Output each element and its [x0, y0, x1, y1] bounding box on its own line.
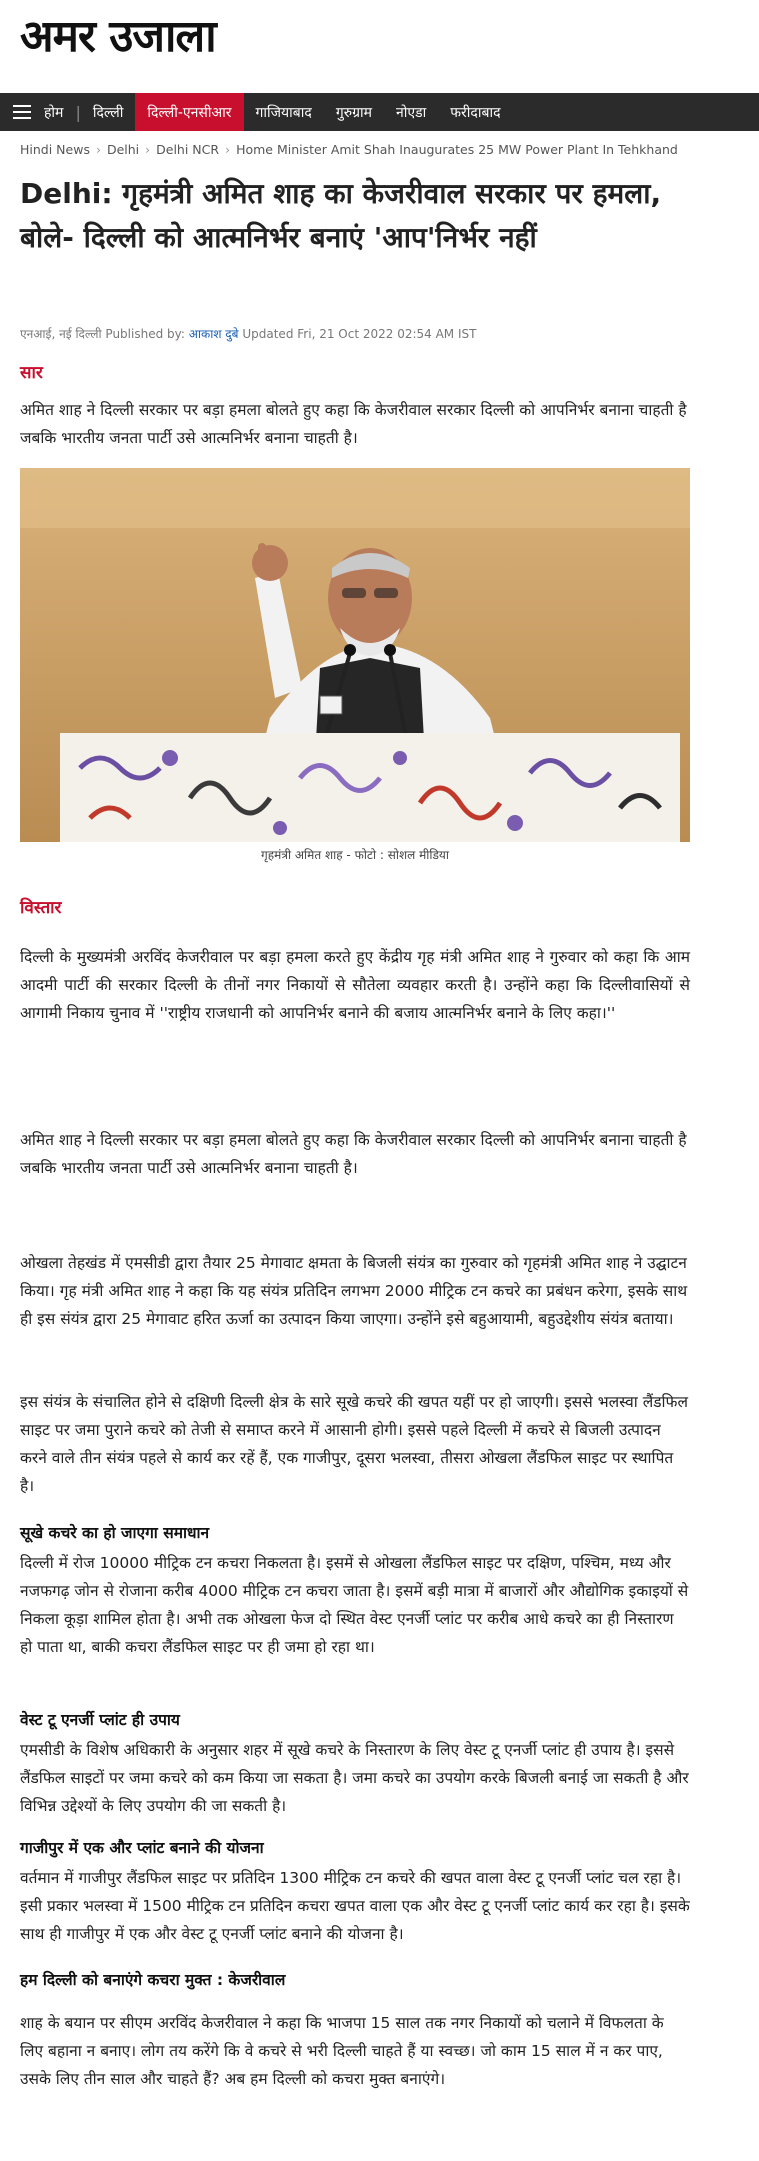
main-navbar: [0, 93, 759, 131]
article-meta: [20, 325, 476, 342]
masthead: [0, 0, 759, 88]
nav-item-ghaziabad[interactable]: गाजियाबाद: [255, 104, 312, 121]
breadcrumb-separator: ›: [225, 142, 231, 157]
meta-updated-time: Fri, 21 Oct 2022 02:54 AM IST: [297, 327, 477, 341]
breadcrumb-separator: ›: [145, 142, 151, 157]
article-headline: Delhi: गृहमंत्री अमित शाह का केजरीवाल सरकार पर हमला, बोले- दिल्ली को आत्मनिर्भर बनाएं 'आप'निर्भर नहीं: [20, 177, 662, 254]
summary-text: अमित शाह ने दिल्ली सरकार पर बड़ा हमला बोलते हुए कहा कि केजरीवाल सरकार दिल्ली को आपनिर्भर बनाना चाहती है जबकि भारतीय जनता पार्टी उसे आत्मनिर्भर बनाना चाहती है।: [20, 401, 687, 447]
nav-item-delhi-ncr[interactable]: दिल्ली-एनसीआर: [135, 93, 243, 131]
nav-item-gurugram[interactable]: गुरुग्राम: [335, 104, 372, 121]
article-subheading: सूखे कचरे का हो जाएगा समाधान: [20, 1524, 210, 1542]
breadcrumb-current: Home Minister Amit Shah Inaugurates 25 MW Power Plant In Tehkhand: [236, 142, 678, 157]
article-paragraph: वर्तमान में गाजीपुर लैंडफिल साइट पर प्रतिदिन 1300 मीट्रिक टन कचरे की खपत वाला वेस्ट टू एनर्जी प्लांट चल रहा है। इसी प्रकार भलस्वा में 1500 मीट्रिक टन प्रतिदिन कचरा खपत वाला एक और वेस्ट टू एनर्जी प्लांट कार्य कर रहा है। इसके साथ ही गाजीपुर में एक और वेस्ट टू एनर्जी प्लांट बनाने की योजना है।: [20, 1869, 690, 1943]
nav-separator: |: [75, 102, 81, 122]
meta-published-by-label: Published by:: [105, 327, 185, 341]
breadcrumb-item[interactable]: Delhi NCR: [156, 142, 220, 157]
article-paragraph: अमित शाह ने दिल्ली सरकार पर बड़ा हमला बोलते हुए कहा कि केजरीवाल सरकार दिल्ली को आपनिर्भर बनाना चाहती है जबकि भारतीय जनता पार्टी उसे आत्मनिर्भर बनाना चाहती है।: [20, 1131, 687, 1177]
article-paragraph: शाह के बयान पर सीएम अरविंद केजरीवाल ने कहा कि भाजपा 15 साल तक नगर निकायों को चलाने में विफलता के लिए बहाना न बनाए। लोग तय करेंगे कि वे कचरे से भरी दिल्ली चाहते हैं या स्वच्छ। जो काम 15 साल में न कर पाए, उसके लिए तीन साल और चाहते हैं? अब हम दिल्ली को कचरा मुक्त बनाएंगे।: [20, 2014, 664, 2088]
summary-label: सार: [20, 363, 43, 383]
image-caption: गृहमंत्री अमित शाह - फोटो : सोशल मीडिया: [261, 848, 449, 862]
article-subheading: हम दिल्ली को बनाएंगे कचरा मुक्त : केजरीवाल: [20, 1971, 286, 1989]
meta-updated-label: Updated: [242, 327, 294, 341]
nav-item-faridabad[interactable]: फरीदाबाद: [450, 104, 501, 121]
breadcrumb-item[interactable]: Delhi: [106, 142, 140, 157]
breadcrumb-item[interactable]: Hindi News: [20, 142, 90, 157]
hamburger-icon[interactable]: [0, 93, 44, 131]
nav-item-delhi[interactable]: दिल्ली: [92, 104, 124, 121]
meta-author-link[interactable]: आकाश दुबे: [188, 327, 239, 341]
article-subheading: गाजीपुर में एक और प्लांट बनाने की योजना: [20, 1839, 264, 1857]
article-paragraph: दिल्ली के मुख्यमंत्री अरविंद केजरीवाल पर बड़ा हमला करते हुए केंद्रीय गृह मंत्री अमित शाह ने गुरुवार को कहा कि आम आदमी पार्टी की सरकार दिल्ली के तीनों नगर निकायों से सौतेला व्यवहार करती है। उन्होंने कहा कि दिल्लीवासियों से आगामी निकाय चुनाव में ''राष्ट्रीय राजधानी को आपनिर्भर बनाने की बजाय आत्मनिर्भर बनाने के लिए कहा।'': [20, 948, 690, 1022]
article-subheading: वेस्ट टू एनर्जी प्लांट ही उपाय: [20, 1711, 180, 1729]
breadcrumb-separator: ›: [95, 142, 101, 157]
site-logo[interactable]: अमर उजाला: [20, 11, 216, 62]
article-paragraph: ओखला तेहखंड में एमसीडी द्वारा तैयार 25 मेगावाट क्षमता के बिजली संयंत्र का गुरुवार को गृहमंत्री अमित शाह ने उद्घाटन किया। गृह मंत्री अमित शाह ने कहा कि यह संयंत्र प्रतिदिन लगभग 2000 मीट्रिक टन कचरे का प्रबंधन करेगा, इसके साथ ही इस संयंत्र द्वारा 25 मेगावाट हरित ऊर्जा का उत्पादन किया जाएगा। उन्होंने इसे बहुआयामी, बहुउद्देशीय संयंत्र बताया।: [20, 1254, 688, 1328]
amit-shah-speech-photo: [20, 468, 690, 842]
breadcrumb: [20, 142, 678, 157]
nav-item-noida[interactable]: नोएडा: [396, 104, 427, 121]
article-paragraph: दिल्ली में रोज 10000 मीट्रिक टन कचरा निकलता है। इसमें से ओखला लैंडफिल साइट पर दक्षिण, पश्चिम, मध्य और नजफगढ़ जोन से रोजाना करीब 4000 मीट्रिक टन कचरा जाता है। इसमें बड़ी मात्रा में बाजारों और औद्योगिक इकाइयों से निकला कूड़ा शामिल होता है। अभी तक ओखला फेज दो स्थित वेस्ट एनर्जी प्लांट पर करीब आधे कचरे का ही निस्तारण हो पाता था, बाकी कचरा लैंडफिल साइट पर ही जमा हो रहा था।: [20, 1554, 689, 1656]
article-paragraph: इस संयंत्र के संचालित होने से दक्षिणी दिल्ली क्षेत्र के सारे सूखे कचरे की खपत यहीं पर हो जाएगी। इससे भलस्वा लैंडफिल साइट पर जमा पुराने कचरे को तेजी से समाप्त करने में आसानी होगी। इससे पहले दिल्ली में कचरे से बिजली उत्पादन करने वाले तीन संयंत्र पहले से कार्य कर रहें हैं, एक गाजीपुर, दूसरा भलस्वा, तीसरा ओखला लैंडफिल साइट पर स्थापित है।: [20, 1393, 688, 1495]
detail-label: विस्तार: [20, 898, 62, 918]
article-paragraph: एमसीडी के विशेष अधिकारी के अनुसार शहर में सूखे कचरे के निस्तारण के लिए वेस्ट टू एनर्जी प्लांट ही उपाय है। इससे लैंडफिल साइटों पर जमा कचरे को कम किया जा सकता है। जमा कचरे का उपयोग करके बिजली बनाई जा सकती है और विभिन्न उद्देश्यों के लिए उपयोग की जा सकती है।: [20, 1741, 689, 1815]
nav-home[interactable]: होम: [44, 104, 64, 121]
hero-image: [20, 468, 690, 842]
meta-source: एनआई, नई दिल्ली: [20, 327, 102, 341]
